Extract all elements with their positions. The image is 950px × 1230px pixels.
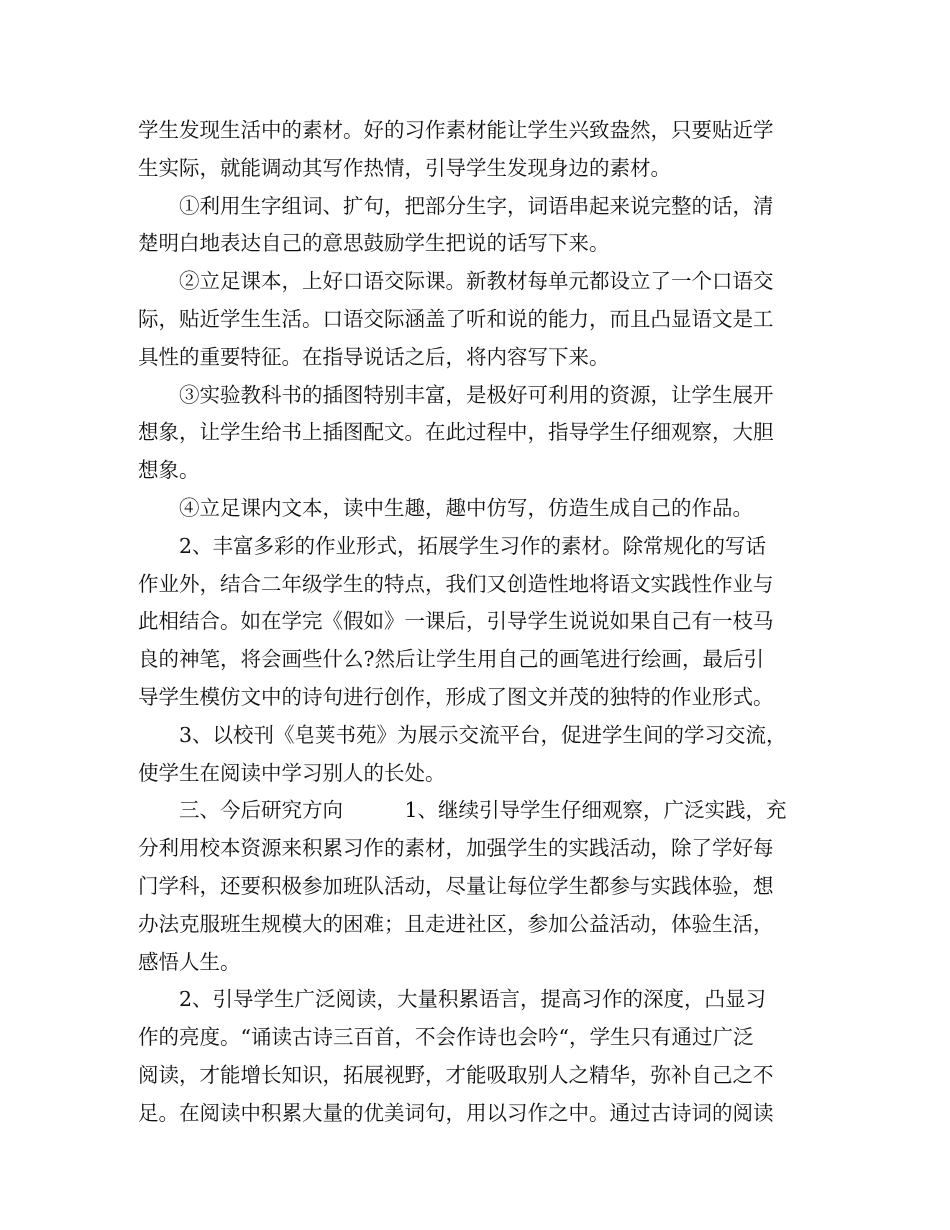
text-line: 际，贴近学生生活。口语交际涵盖了听和说的能力，而且凸显语文是工 [138, 306, 774, 331]
text-line: ①利用生字组词、扩句，把部分生字，词语串起来说完整的话，清 [179, 193, 774, 218]
text-line: 良的神笔，将会画些什么?然后让学生用自己的画笔进行绘画，最后引 [138, 647, 764, 672]
text-line: 3、以校刊《皂荚书苑》为展示交流平台，促进学生间的学习交流， [179, 722, 787, 747]
text-line: 三、今后研究方向 1、继续引导学生仔细观察，广泛实践，充 [179, 798, 787, 823]
text-line: 想象，让学生给书上插图配文。在此过程中，指导学生仔细观察，大胆 [138, 420, 774, 445]
document-body [138, 112, 818, 1133]
text-line: 作的亮度。“诵读古诗三百首，不会作诗也会吟“，学生只有通过广泛 [138, 1025, 754, 1050]
text-line: 导学生模仿文中的诗句进行创作，形成了图文并茂的独特的作业形式。 [138, 684, 774, 709]
text-line: 2、引导学生广泛阅读，大量积累语言，提高习作的深度，凸显习 [179, 987, 767, 1012]
text-line: ②立足课本，上好口语交际课。新教材每单元都设立了一个口语交 [179, 269, 774, 294]
text-line: 门学科，还要积极参加班队活动，尽量让每位学生都参与实践体验，想 [138, 873, 774, 898]
text-line: 具性的重要特征。在指导说话之后，将内容写下来。 [138, 344, 610, 369]
text-line: 生实际，就能调动其写作热情，引导学生发现身边的素材。 [138, 155, 671, 180]
text-line: 2、丰富多彩的作业形式，拓展学生习作的素材。除常规化的写话 [179, 533, 767, 558]
text-line: 分利用校本资源来积累习作的素材，加强学生的实践活动，除了学好每 [138, 836, 774, 861]
text-line: 感悟人生。 [138, 949, 241, 974]
text-line: 足。在阅读中积累大量的优美词句，用以习作之中。通过古诗词的阅读 [138, 1100, 774, 1125]
text-line: ③实验教科书的插图特别丰富，是极好可利用的资源，让学生展开 [179, 382, 774, 407]
text-line: ④立足课内文本，读中生趣，趣中仿写，仿造生成自己的作品。 [179, 495, 753, 520]
text-line: 使学生在阅读中学习别人的长处。 [138, 760, 446, 785]
text-line: 楚明白地表达自己的意思鼓励学生把说的话写下来。 [138, 231, 610, 256]
text-line: 学生发现生活中的素材。好的习作素材能让学生兴致盎然，只要贴近学 [138, 118, 774, 142]
text-line: 此相结合。如在学完《假如》一课后，引导学生说说如果自己有一枝马 [138, 609, 774, 634]
text-line: 办法克服班生规模大的困难；且走进社区，参加公益活动，体验生活， [138, 911, 774, 936]
text-line: 阅读，才能增长知识，拓展视野，才能吸取别人之精华，弥补自己之不 [138, 1062, 774, 1087]
text-line: 作业外，结合二年级学生的特点，我们又创造性地将语文实践性作业与 [138, 571, 774, 596]
text-line: 想象。 [138, 458, 200, 483]
